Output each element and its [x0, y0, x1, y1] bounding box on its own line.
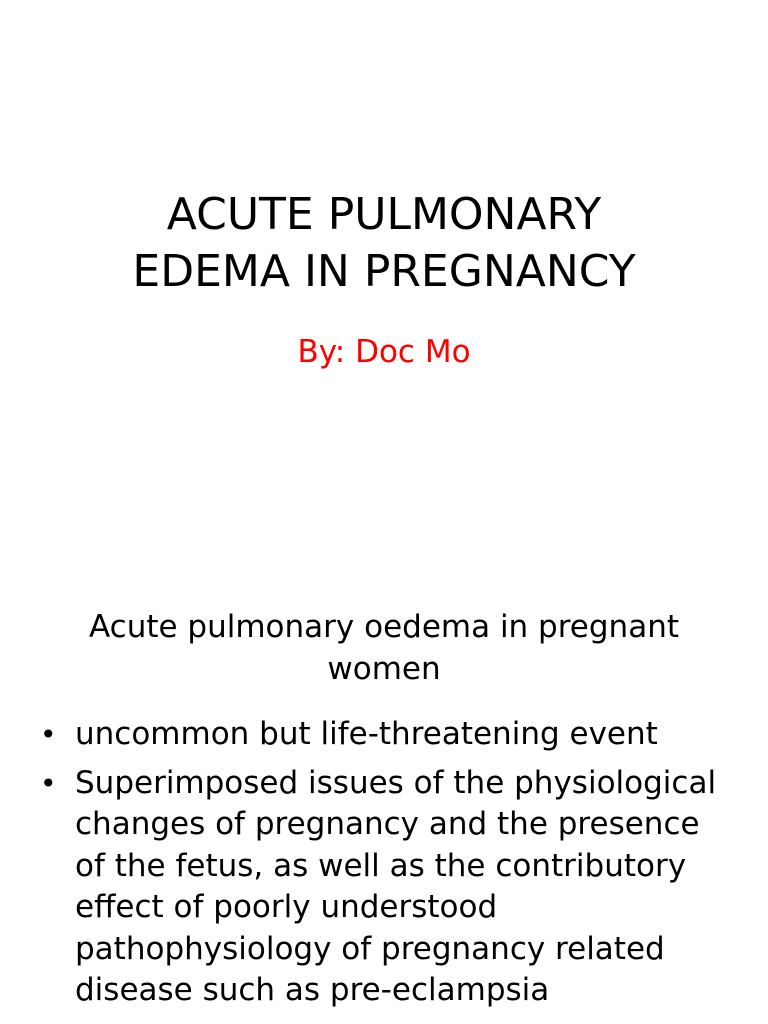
- slide-title-line: EDEMA IN PREGNANCY: [132, 246, 636, 297]
- bullet-item: [0, 763, 768, 1012]
- author-subtitle: By: Doc Mo: [297, 334, 471, 370]
- content-slide-title: [0, 606, 768, 690]
- bullet-dot-icon: •: [40, 766, 57, 800]
- bullet-text: Superimposed issues of the physiological changes of pregnancy and the presence of the fetus, as well as the contributory effect of poorly understood pathophysiology of pregnancy related disease such as pre-eclampsia: [75, 764, 717, 1008]
- bullet-item: [0, 714, 768, 756]
- bullet-dot-icon: •: [40, 718, 57, 751]
- slide-title: [0, 186, 768, 300]
- bullet-text: uncommon but life-threatening event: [75, 716, 658, 752]
- content-title-line: Acute pulmonary oedema in pregnant: [88, 609, 679, 645]
- content-slide: [0, 576, 768, 1024]
- slide-title-line: ACUTE PULMONARY: [166, 189, 602, 240]
- bullet-list: [0, 714, 768, 1019]
- content-title-line: women: [327, 651, 441, 687]
